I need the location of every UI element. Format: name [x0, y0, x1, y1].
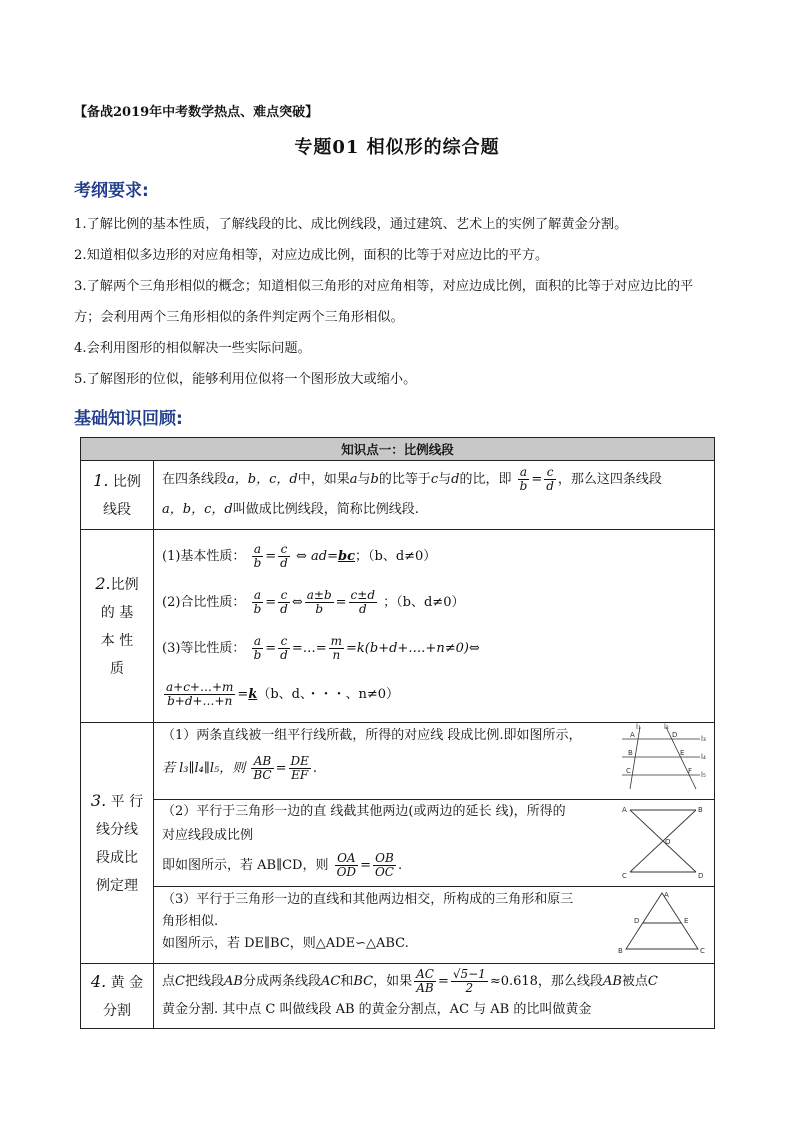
requirement-item: 5.了解图形的位似，能够利用位似将一个图形放大或缩小。	[74, 372, 417, 387]
theorem-part-3: A D E B C （3）平行于三角形一边的直线和其他两边相交，所构成的三角形和原三 角形相似. 如图所示，若 DE∥BC，则△ADE∽△ABC.	[162, 891, 705, 955]
svg-text:C: C	[700, 947, 705, 955]
row4-label: 4. 黄 金 分割	[81, 964, 154, 1029]
theorem-part-1: l₁ l₂ l₃ l₄ l₅ A B C D E F （1）两条直线被一组平行线所截，所得的对应线 段成比例.即如图所示， 若 l₃∥l₄∥l₅，则 $\frac{AB}{BC}$ = $\frac{DE}{EF}$ .	[154, 723, 714, 800]
row2-label: 2.比例 的 基 本 性 质	[81, 530, 154, 723]
table-header: 知识点一：比例线段	[81, 438, 715, 461]
row3-content	[154, 723, 715, 964]
svg-text:D: D	[634, 917, 640, 925]
basic-property: (1)基本性质： $\frac{a}{b}$ = $\frac{c}{d}$ ⇔ ad=bc；（b、d≠0）	[162, 542, 437, 570]
requirement-item: 1.了解比例的基本性质，了解线段的比、成比例线段，通过建筑、艺术上的实例了解黄金分割。	[74, 217, 628, 232]
svg-text:l₃: l₃	[701, 735, 706, 743]
row3-label: 3. 平 行 线分线 段成比 例定理	[81, 723, 154, 964]
triangle-diagram	[616, 889, 706, 955]
row2-content: (1)基本性质： $\frac{a}{b}$ = $\frac{c}{d}$ ⇔ ad=bc；（b、d≠0） (2)合比性质： $\frac{a}{b}$ = $\frac{c}{d}$ ⇔ $\frac{a\pm b}{b}$ = $\frac{c\pm d}{d}$ ；（b、d≠0） (3)等比性质： $\frac{a}{b}$ = $\frac{c}{d}$ =…= $\frac{m}{n}$ =k(b+d+….+n≠0)⇔ $\frac{a+c+\dots+m}{b+d+\dots+n}$ =k（b、d、・・・、n≠0）	[154, 530, 715, 723]
row1-content: 在四条线段a，b，c，d中，如果a与b的比等于c与d的比，即 $\frac{a}{b}$ = $\frac{c}{d}$ ，那么这四条线段 a，b，c，d叫做成比例线段，简称比例线段.	[154, 461, 715, 530]
requirements-list	[74, 209, 724, 395]
fraction: $\frac{c}{d}$	[546, 465, 554, 493]
requirement-item: 4.会利用图形的相似解决一些实际问题。	[74, 341, 311, 356]
row1-label: 1. 比例 线段	[81, 461, 154, 530]
sum-property: (2)合比性质： $\frac{a}{b}$ = $\frac{c}{d}$ ⇔ $\frac{a\pm b}{b}$ = $\frac{c\pm d}{d}$ ；（b、d≠0）	[162, 588, 465, 616]
svg-text:E: E	[684, 917, 689, 925]
requirement-item: 2.知道相似多边形的对应角相等，对应边成比例，面积的比等于对应边比的平方。	[74, 248, 549, 263]
parallel-lines-diagram	[616, 723, 706, 793]
svg-text:A: A	[622, 806, 627, 814]
svg-text:B: B	[618, 947, 623, 955]
svg-text:l₂: l₂	[664, 723, 669, 731]
section-requirements: 考纲要求:	[74, 181, 149, 201]
section-review: 基础知识回顾:	[74, 409, 183, 429]
svg-text:D: D	[698, 872, 704, 880]
svg-text:l₅: l₅	[701, 771, 706, 779]
svg-text:C: C	[622, 872, 627, 880]
svg-text:O: O	[665, 838, 671, 846]
svg-text:A: A	[630, 731, 635, 739]
requirement-item: 方；会利用两个三角形相似的条件判定两个三角形相似。	[74, 310, 404, 325]
svg-text:l₁: l₁	[636, 723, 641, 731]
page-title: 专题01 相似形的综合题	[294, 137, 500, 158]
svg-text:F: F	[688, 767, 693, 775]
svg-text:C: C	[626, 767, 631, 775]
svg-text:E: E	[680, 749, 685, 757]
svg-text:l₄: l₄	[701, 753, 706, 761]
svg-text:A: A	[664, 891, 669, 899]
equal-ratio-property: (3)等比性质： $\frac{a}{b}$ = $\frac{c}{d}$ =…= $\frac{m}{n}$ =k(b+d+….+n≠0)⇔	[162, 634, 480, 662]
row4-content: 点C把线段AB分成两条线段AC和BC，如果 $\frac{AC}{AB}$ = $\frac{√5-1}{2}$ ≈0.618，那么线段AB被点C 黄金分割. 其中点 C 叫做线段 AB 的黄金分割点，AC 与 AB 的比叫做黄金	[154, 964, 715, 1029]
requirement-item: 3.了解两个三角形相似的概念；知道相似三角形的对应角相等，对应边成比例，面积的比等于对应边比的平	[74, 279, 694, 294]
header-tag: 【备战2019年中考数学热点、难点突破】	[74, 105, 319, 120]
knowledge-table	[80, 437, 715, 1029]
theorem-part-2: A B O C D （2）平行于三角形一边的直 线截其他两边(或两边的延长 线)，所得的 对应线段成比例 即如图所示，若 AB∥CD，则 $\frac{OA}{OD}$ = $\frac{OB}{OC}$ .	[154, 800, 714, 887]
hourglass-diagram	[616, 800, 706, 882]
svg-text:D: D	[672, 731, 678, 739]
fraction: $\frac{a}{b}$	[519, 465, 528, 493]
svg-text:B: B	[698, 806, 703, 814]
svg-text:B: B	[628, 749, 633, 757]
